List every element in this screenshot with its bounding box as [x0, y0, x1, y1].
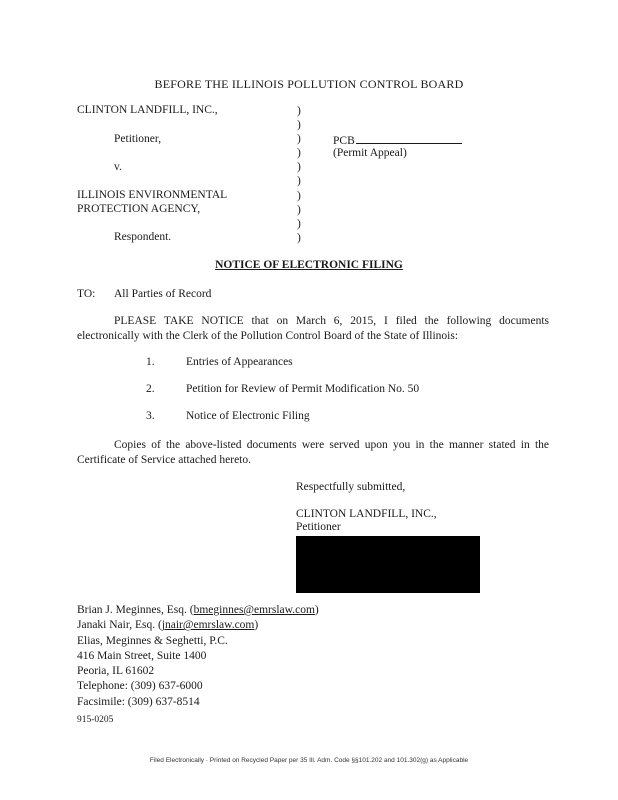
signature-closing: Respectfully submitted, — [296, 481, 406, 493]
to-label: TO: — [77, 288, 96, 300]
document-item-text: Entries of Appearances — [186, 356, 293, 368]
pcb-number-field: PCB — [333, 133, 462, 147]
firm-name: Elias, Meginnes & Seghetti, P.C. — [77, 634, 228, 647]
petitioner-role: Petitioner, — [114, 133, 162, 145]
redacted-signature-block — [296, 536, 480, 593]
firm-telephone: Telephone: (309) 637-6000 — [77, 680, 203, 693]
counsel-line-1: Brian J. Meginnes, Esq. (bmeginnes@emrslaw.com) — [77, 604, 319, 616]
caption-paren-column: ) ) ) ) ) ) ) ) ) ) — [297, 105, 301, 244]
document-item-number: 2. — [146, 383, 155, 395]
to-value: All Parties of Record — [114, 288, 212, 300]
petitioner-name: CLINTON LANDFILL, INC., — [77, 104, 218, 116]
firm-street: 416 Main Street, Suite 1400 — [77, 649, 207, 662]
signature-party: CLINTON LANDFILL, INC., — [296, 508, 437, 520]
email-link-bmeginnes[interactable]: bmeginnes@emrslaw.com — [193, 604, 315, 616]
document-heading: BEFORE THE ILLINOIS POLLUTION CONTROL BOARD — [154, 77, 464, 91]
notice-title: NOTICE OF ELECTRONIC FILING — [215, 259, 403, 271]
respondent-role: Respondent. — [114, 231, 172, 243]
service-paragraph: Copies of the above-listed documents were served upon you in the manner stated in the Certificate of Service attached hereto. — [77, 439, 549, 466]
firm-facsimile: Facsimile: (309) 637-8514 — [77, 695, 200, 708]
document-item-number: 3. — [146, 410, 155, 422]
filing-footer: Filed Electronically · Printed on Recycled Paper per 35 Ill. Adm. Code §§101.202 and 101.302(g) as Applicable — [149, 757, 469, 764]
document-code: 915-0205 — [77, 715, 114, 725]
permit-appeal-label: (Permit Appeal) — [333, 147, 407, 159]
document-item-text: Petition for Review of Permit Modification No. 50 — [186, 383, 420, 395]
email-link-jnair[interactable]: jnair@emrslaw.com — [161, 619, 255, 632]
document-item-number: 1. — [146, 356, 155, 368]
notice-paragraph: PLEASE TAKE NOTICE that on March 6, 2015, I filed the following documents electronically with the Clerk of the Pollution Control Board of the State of Illinois: — [77, 315, 549, 342]
pcb-blank-line — [356, 133, 462, 144]
counsel-line-2: Janaki Nair, Esq. (jnair@emrslaw.com) — [77, 619, 259, 632]
counsel-contact-block — [77, 603, 319, 710]
document-item-text: Notice of Electronic Filing — [186, 410, 310, 422]
versus-label: v. — [114, 161, 122, 173]
firm-city: Peoria, IL 61602 — [77, 665, 155, 678]
respondent-name-line2: PROTECTION AGENCY, — [77, 203, 201, 215]
signature-role: Petitioner — [296, 521, 341, 533]
respondent-name-line1: ILLINOIS ENVIRONMENTAL — [77, 189, 228, 201]
